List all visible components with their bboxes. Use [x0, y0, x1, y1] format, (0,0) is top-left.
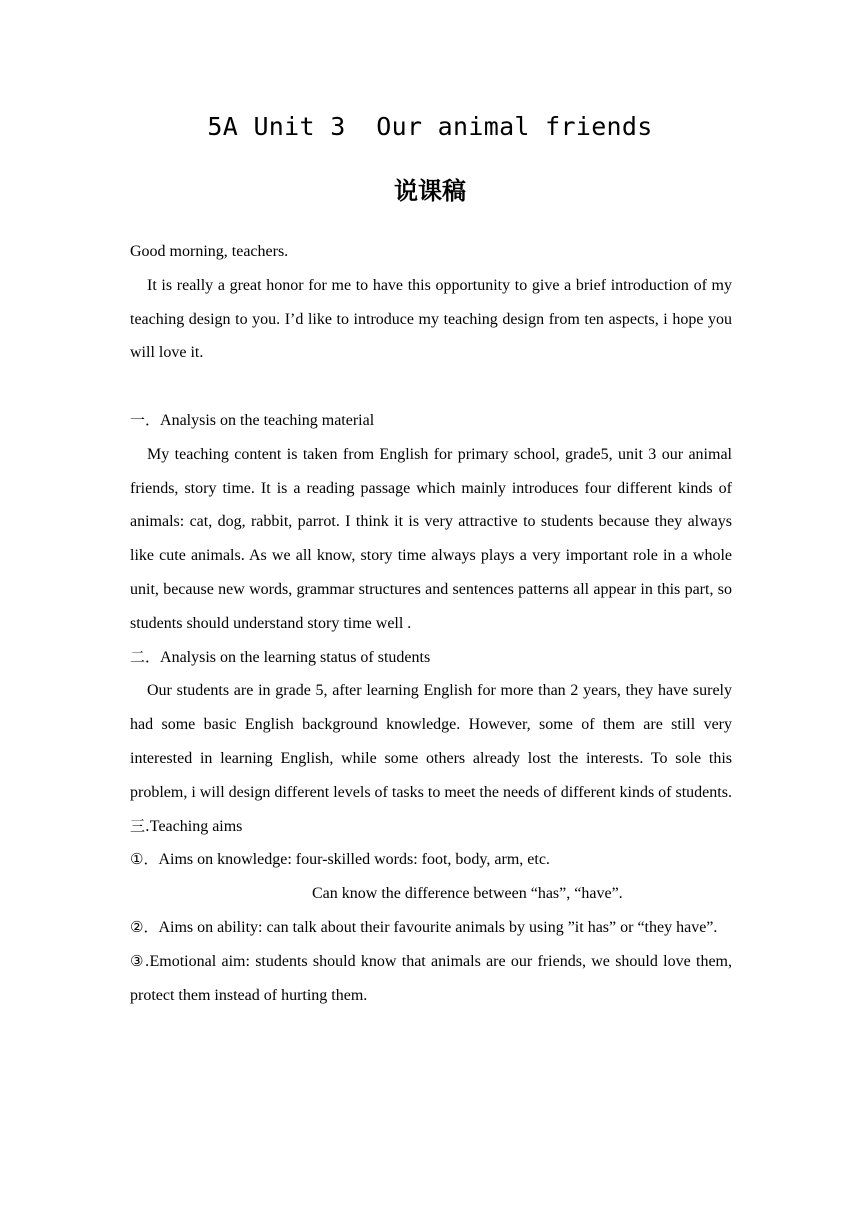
section-heading-1	[130, 404, 732, 438]
blank-line	[130, 370, 732, 404]
aim-marker-1: ①．	[130, 850, 159, 869]
section-marker-1: 一．	[130, 410, 161, 429]
section-heading-3-text: Teaching aims	[149, 817, 243, 835]
section-heading-3	[130, 810, 732, 844]
aim-item-1	[130, 843, 732, 877]
document-title: 5A Unit 3 Our animal friends	[207, 112, 653, 141]
greeting-paragraph: Good morning, teachers.	[130, 243, 289, 260]
aim-marker-3: ③.	[130, 951, 150, 970]
section-marker-3: 三.	[130, 816, 150, 835]
aim-item-3-text: Emotional aim: students should know that animals are our friends, we should love them, protect them instead of hurting them.	[130, 952, 732, 1004]
aim-marker-2: ②．	[130, 917, 159, 936]
section-paragraph-2: Our students are in grade 5, after learning English for more than 2 years, they have surely had some basic English background knowledge. However, some of them are still very interested in learning English, while some others already lost the interests. To sole this problem, i will design different levels of tasks to meet the needs of different kinds of students.	[130, 682, 732, 801]
aim-item-1-continuation: Can know the difference between “has”, “have”.	[312, 885, 623, 903]
section-heading-2-text: Analysis on the learning status of students	[160, 648, 431, 666]
aim-item-2	[130, 911, 732, 945]
section-heading-2	[130, 641, 732, 675]
intro-paragraph: It is really a great honor for me to have this opportunity to give a brief introduction of my teaching design to you. I’d like to introduce my teaching design from ten aspects, i hope you will love it.	[130, 276, 732, 362]
section-paragraph-1: My teaching content is taken from English for primary school, grade5, unit 3 our animal friends, story time. It is a reading passage which mainly introduces four different kinds of animals: cat, dog, rabbit, parrot. I think it is very attractive to students because they always like cute animals. As we all know, story time always plays a very important role in a whole unit, because new words, grammar structures and sentences patterns all appear in this part, so students should understand story time well .	[130, 445, 732, 632]
document-subtitle: 说课稿	[394, 177, 466, 205]
aim-item-2-text: Aims on ability: can talk about their favourite animals by using ”it has” or “they have”.	[158, 918, 718, 936]
section-heading-1-text: Analysis on the teaching material	[160, 411, 375, 429]
aim-item-3	[130, 945, 732, 1013]
document-body	[130, 235, 732, 1012]
aim-item-1-text: Aims on knowledge: four-skilled words: foot, body, arm, etc.	[158, 851, 550, 869]
section-marker-2: 二．	[130, 647, 161, 666]
